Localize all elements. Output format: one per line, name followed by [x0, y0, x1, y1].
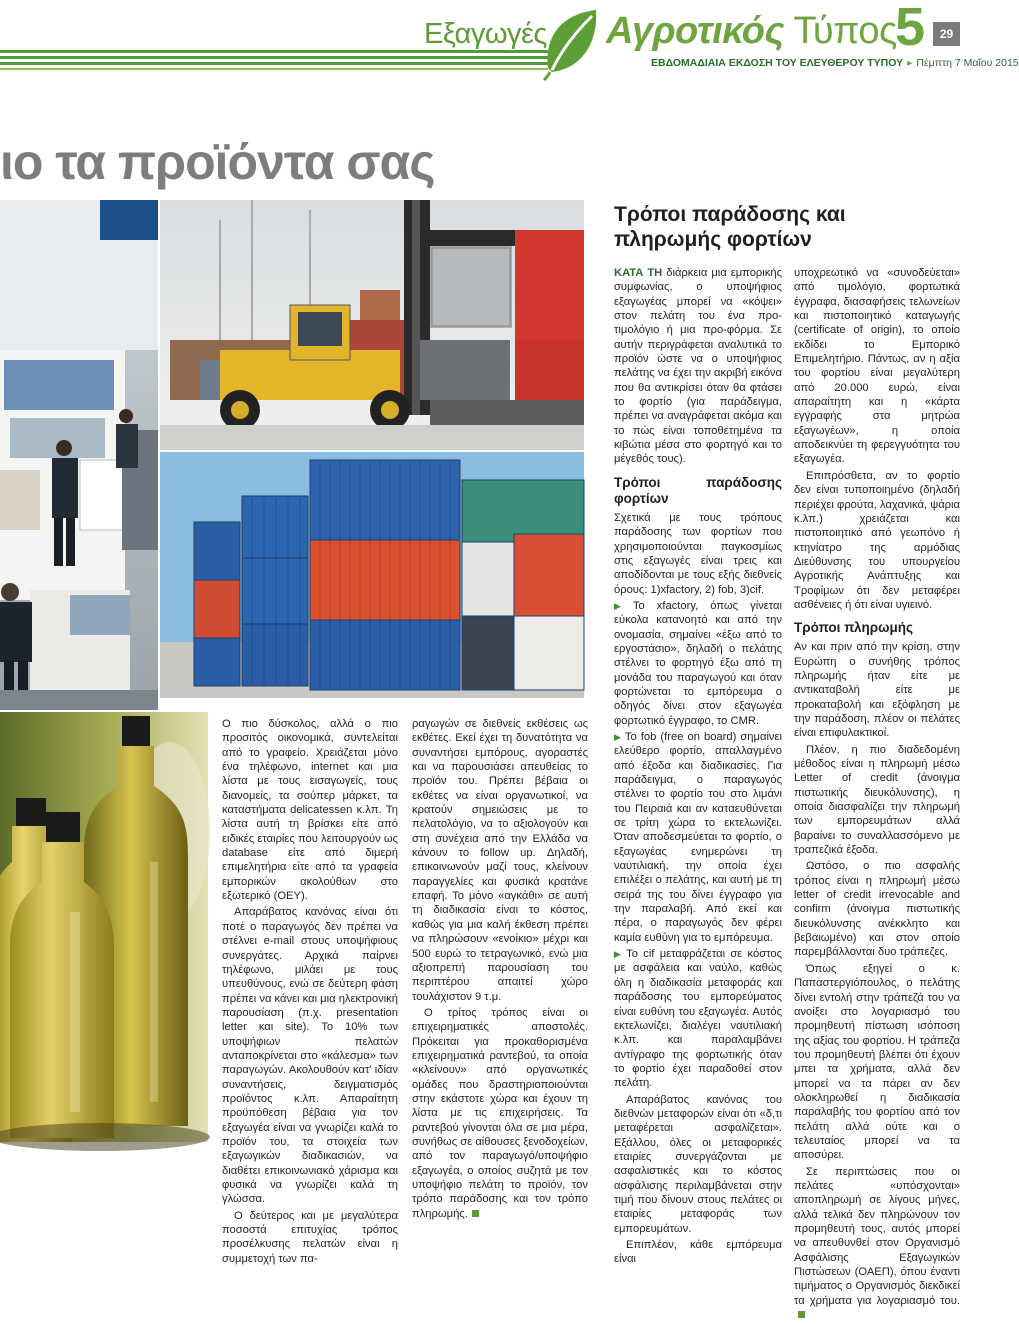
intro-paragraph: [614, 266, 782, 467]
issue-date: Πέμπτη 7 Μαΐου 2015: [916, 57, 1019, 69]
intro-text: διάρκεια μια εμπορικής συμφωνίας, ο υποψήφιος εξαγωγέας μπορεί να «κόψει» στον πελάτη του ένα προ-τιμολόγιο ή μια προ-φόρμα. Σε αυτήν περιγράφεται αναλυτικά το προϊόν ώστε να ο υποψήφιος πελάτης να έχει την ακριβή εικόνα που θα αντικρίσει όταν θα φτάσει το φορτίο (για παράδειγμα, πρέπει να αναγράφεται ακόμα και το πώς είναι τοποθετημένα τα κιβώτια μέσα στο φορτηγό και το μέγεθός τους).: [614, 267, 782, 466]
article-column-4: [794, 266, 960, 1324]
brand-light: Τύπος: [793, 10, 897, 52]
masthead: [0, 0, 1019, 84]
publication-name: ΕΒΔΟΜΑΔΙΑΙΑ ΕΚΔΟΣΗ ΤΟΥ ΕΛΕΥΘΕΡΟΥ ΤΥΠΟΥ: [651, 57, 904, 69]
header-stripes: [0, 50, 548, 72]
paragraph: Ωστόσο, ο πιο ασφαλής τρόπος είναι η πληρωμή μέσω letter of credit irrevocable and confirm (άνοιγμα πιστωτικής διευκόλυνσης ανέκκλητο και βεβαιωμένο) και στον οποίο παρεμβάλλονται δυο τράπεζες.: [794, 860, 960, 959]
paragraph: ραγωγών σε διεθνείς εκθέσεις ως εκθέτες. Εκεί έχει τη δυνατότητα να συναντήσει εμπόρους, αγοραστές και να παρουσιάσει απευθείας το προϊόν του. Πρέπει βέβαια οι εκθέτες να είναι οργανωτικοί, να κρατούν σημειώσεις με το πελατολόγιο, να το αξιολογούν και στη συνέχεια από την Ελλάδα να κάνουν το follow up. Δηλαδή, επικοινωνούν μαζί τους, κλείνουν παραγγελίες και φυσικά κρατάνε επαφή. Το μόνο «αγκάθι» σε αυτή τη διαδικασία είναι το κόστος, καθώς για μια καλή έκθεση πρέπει να πληρώσουν «ενοίκιο» μέχρι και 500 ευρώ το τετραγωνικό, ενώ μια αξιοπρεπή παρουσίαση του περιπτέρου απαιτεί χώρο τουλάχιστον 9 τ.μ.: [412, 718, 588, 1003]
paragraph: Επιπλέον, κάθε εμπόρευμα είναι: [614, 1239, 782, 1266]
triangle-bullet-icon: ▶: [614, 731, 622, 742]
paragraph-text: Ο τρίτος τρόπος είναι οι επιχειρηματικές αποστολές. Πρόκειται για προκαθορισμένα επιχειρηματικά ραντεβού, τα οποία «κλείνουν» από οργανωτικές ομάδες που δραστηριοποιούνται στην εκάστοτε χώρα και έχουν τη λίστα με τις επιχειρήσεις. Τα ραντεβού γίνονται όλα σε μια μέρα, συνήθως σε αίθουσες ξενοδοχείων, από τον παραγωγό/υποψήφιο εξαγωγέα, ο οποίος συζητά με τον υποψήφιο πελάτη το προϊόν, τον τρόπο παράδοσης και τον τρόπο πληρωμής.: [412, 1006, 588, 1220]
triangle-bullet-icon: ▶: [614, 600, 630, 611]
brand-name: [606, 10, 897, 53]
leaf-logo-icon: [540, 6, 600, 80]
arrow-right-icon: ▸: [907, 57, 913, 69]
paragraph: Επιπρόσθετα, αν το φορτίο δεν είναι τυποποιημένο (δηλαδή περιέχει φρούτα, λαχανικά, ψάρια κ.λπ.) χρειάζεται και πιστοποιητικό από γεωπόνο ή κτηνίατρο της αρμόδιας Διεύθυνσης του υπουργείου Αγροτικής Ανάπτυξης και Τροφίμων ότι δεν μεταφέρει ασθένειες ή ότι είναι υγιεινό.: [794, 469, 960, 611]
delivery-heading: Τρόποι παράδοσης φορτίων: [614, 474, 782, 506]
paragraph: [794, 1165, 960, 1323]
bullet-text: Το fob (free on board) σημαίνει ελεύθερο φορτίο, απαλλαγμένο από έξοδα και διαδικασίες. Για παράδειγμα, ο παραγωγός στέλνει το φορτίο του στο λιμάνι του Πειραιά και αν καταευθύνεται σε τρίτη χώρα το εκτελωνίζει. Όταν αποδεσμεύεται το φορτίο, ο εξαγωγέας ενημερώνει τη ναυτιλιακή, την οποία έχει επιλέξει ο πελάτης, και αυτή με τη σειρά της του δίνει έγγραφο για την παραλαβή. Από εκεί και πέρα, ο παραγωγός δεν φέρει καμία ευθύνη για το εμπόρευμα.: [614, 730, 782, 944]
container-crane-photo: [160, 200, 584, 450]
article-column-3: [614, 266, 782, 1269]
paragraph: Ο δεύτερος και με μεγαλύτερα ποσοστά επιτυχίας τρόπος προσέλκυσης πελατών είναι η συμμετοχή των πα-: [222, 1209, 398, 1265]
triangle-bullet-icon: ▶: [614, 949, 624, 960]
bullet-item: [614, 947, 782, 1090]
bullet-item: [614, 599, 782, 728]
article-column-2: [412, 717, 588, 1223]
end-mark-icon: [798, 1311, 805, 1318]
page-headline: ιο τα προϊόντα σας: [0, 134, 435, 190]
paragraph: υποχρεωτικό να «συνοδεύεται» από τιμολόγιο, φορτωτικά έγγραφα, διασαφήσεις τελωνείων και πιστοποιητικό καταγωγής (certificate of origin), το οποίο εκδίδει το Εμπορικό Επιμελητήριο. Πάντως, αν η αξία του φορτίου είναι μεγαλύτερη από 20.000 ευρώ, είναι απαραίτητη και η «κάρτα εγγραφής στα μητρώα εξαγωγέων», η οποία αποδεικνύει τη φερεγγυότητα του εξαγωγέα.: [794, 267, 960, 466]
payment-heading: Τρόποι πληρωμής: [794, 620, 914, 636]
end-mark-icon: [472, 1210, 479, 1217]
trade-fair-photo: [0, 200, 158, 710]
paragraph: Σχετικά με τους τρόπους παράδοσης των φορτίων που χρησιμοποιούνται παγκοσμίως στις εξαγωγές είναι τρεις και αποδίδονται με τους εξής διεθνείς όρους: 1)xfactory, 2) fob, 3)cif.: [614, 511, 782, 596]
brand-number: 5: [895, 0, 926, 57]
stacked-containers-photo: [160, 452, 584, 698]
bullet-item: [614, 730, 782, 945]
paragraph: Ο πιο δύσκολος, αλλά ο πιο προσιτός οικονομικά, συντελείται από το γραφείο. Χρειάζεται μόνο ένα τηλέφωνο, internet και μια λίστα με τους εισαγωγείς, τους διανομείς, τα σούπερ μάρκετ, τα καταστήματα delicatessen κ.λπ. Τη λίστα αυτή τη βρίσκει είτε από ειδικές εταιρίες που λειτουργούν ως database είτε από διμερή επιμελητήρια είτε από τα γραφεία εμπορικών ακολούθων στο εξωτερικό (ΟΕΥ).: [222, 718, 398, 903]
article-column-1: [222, 717, 398, 1268]
paragraph: Όπως εξηγεί ο κ. Παπαστεργιόπουλος, ο πελάτης δίνει εντολή στην τράπεζά του να ανοίξει στο λογαριασμό του προμηθευτή πίστωση ισόποση της αξίας του φορτίου. Η τράπεζα του προμηθευτή βλέπει ότι έχουν μπει τα χρήματα, αλλά δεν μπορεί να τα πάρει αν δεν ολοκληρωθεί η διαδικασία παραλαβής του φορτίου από τον πελάτη αλλά ούτε και ο τελευταίος μπορεί να τα αποσύρει.: [794, 962, 960, 1162]
page-number: 29: [933, 22, 960, 46]
publication-line: [651, 57, 1019, 69]
bullet-text: Το xfactory, όπως γίνεται εύκολα κατανοητό και από την ονομασία, σημαίνει «έξω από το εργοστάσιο», δηλαδή ο πελάτης στέλνει το φορτηγό έξω από τη μονάδα του παραγωγού και όταν φορτώνεται το εμπόρευμα ο οδηγός δίνει στον εξαγωγέα φορτωτικό έγγραφο, το CMR.: [614, 599, 783, 727]
paragraph: Πλέον, η πιο διαδεδομένη μέθοδος είναι η πληρωμή μέσω Letter of credit (άνοιγμα πιστωτικής διευκόλυνσης), η οποία διασφαλίζει την πληρωμή των εμπορευμάτων αλλά βαραίνει το συναλλασσόμενο με τραπεζικά έξοδα.: [794, 743, 960, 857]
sidebar-article-title: Τρόποι παράδοσης και πληρωμής φορτίων: [614, 203, 846, 251]
bullet-text: Το cif μεταφράζεται σε κόστος με ασφάλεια και ναύλο, καθώς όλη η διαδικασία μεταφοράς και παράδοσης του εμπορεύματος είναι ευθύνη του εξαγωγέα. Αυτός εκτελωνίζει, διαλέγει ναυτιλιακή κ.λπ. και παραλαμβάνει αντίγραφο της φορτωτικής όταν το φορτίο έχει παραδοθεί στον πελάτη.: [614, 948, 782, 1090]
paragraph-text: Σε περιπτώσεις που οι πελάτες «υπόσχονται» αποπληρωμή σε λίγους μήνες, αλλά τελικά δεν πληρώνουν τον προμηθευτή τους, αυτός μπορεί να απευθυνθεί στον Οργανισμό Ασφάλισης Εξαγωγικών Πιστώσεων (ΟΑΕΠ), όπου έναντι τιμήματος ο Οργανισμός διεκδικεί τα χρήματα για λογαριασμό του.: [794, 1165, 960, 1307]
lead-in: ΚΑΤΑ ΤΗ: [614, 267, 663, 279]
section-name: Εξαγωγές: [424, 18, 547, 50]
paragraph: [412, 1006, 588, 1221]
paragraph: Αν και πριν από την κρίση, στην Ευρώπη ο συνήθης τρόπος πληρωμής ήταν είτε με αντικαταβολή είτε με προκαταβολή και εξόφληση με την παράδοση, πλέον οι πελάτες είναι επιφυλακτικοί.: [794, 641, 960, 740]
paragraph: Απαράβατος κανόνας είναι ότι ποτέ ο παραγωγός δεν πρέπει να στέλνει e-mail στους υποψήφιους συνεργάτες. Αρχικά παίρνει τηλέφωνο, μιλάει με τους υπευθύνους, ενώ σε δεύτερη φάση πρέπει να κάνει και μια ηλεκτρονική παρουσίαση (π.χ. presentation letter και site). Το 10% των υποψήφιων πελατών ανταποκρίνεται στο «κάλεσμα» των παραγωγών. Ακολουθούν κατ’ ιδίαν συναντήσεις, δειγματισμός προϊόντος κ.λπ. Απαραίτητη προϋπόθεση βέβαια για τον εξαγωγέα είναι να γνωρίζει καλά το προϊόν του, τα στοιχεία των εξαγωγικών διαδικασιών, να διαθέτει επικοινωνιακό χάρισμα και φυσικά να γνωρίζει καλά τη γλώσσα.: [222, 906, 398, 1206]
brand-bold: Αγροτικός: [606, 10, 785, 52]
olive-oil-bottles-photo: [0, 712, 208, 1142]
paragraph: Απαράβατος κανόνας του διεθνών μεταφορών είναι ότι «δ,τι μεταφέρεται ασφαλίζεται». Εξάλλου, όλες οι μεταφορικές εταιρίες συνεργάζονται με ασφαλιστικές και το κόστος ασφάλισης περιλαμβάνεται στην τιμή που δίνουν στους πελάτες οι εταιρίες μεταφοράς των εμπορευμάτων.: [614, 1093, 782, 1235]
